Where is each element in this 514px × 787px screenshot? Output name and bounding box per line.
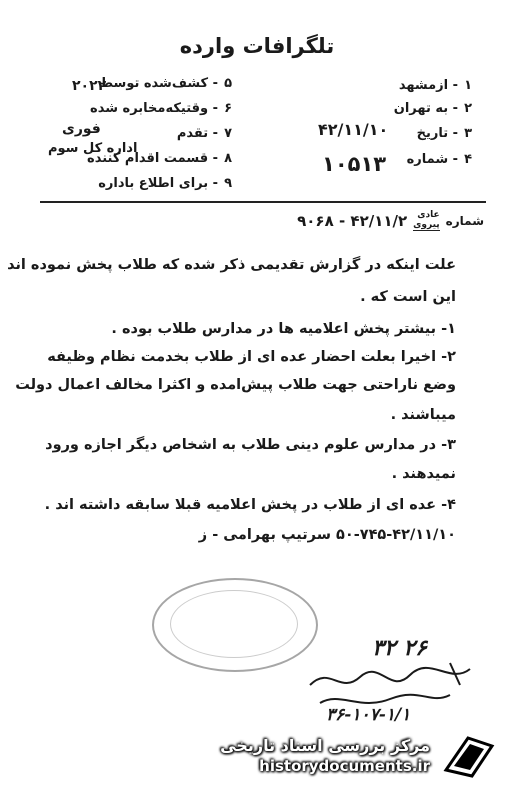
field-label: شماره xyxy=(406,152,449,167)
body-line: ۱- بیشتر پخش اعلامیه ها در مدارس طلاب بوده . xyxy=(111,321,456,337)
field-label: به تهران xyxy=(393,101,449,116)
field-number: ۴ xyxy=(464,152,472,167)
field-label: قسمت اقدام کننده xyxy=(87,151,209,166)
watermark-org-name: مرکز بررسی اسناد تاریخی xyxy=(220,736,430,755)
field-transmitted: ۶- وقتیکه‌مخابره شده xyxy=(90,101,232,116)
field-to: ۲- به تهران xyxy=(393,101,472,116)
field-label: تقدم xyxy=(176,126,209,141)
field-number-row: ۴- شماره xyxy=(406,152,472,167)
priority-value: فوری xyxy=(62,121,101,137)
watermark-logo xyxy=(440,730,498,780)
field-number: ۸ xyxy=(224,151,232,166)
header-divider xyxy=(40,201,486,203)
field-date: ۳- تاریخ xyxy=(416,126,472,141)
decoded-by-value: ۲۰۲۲ xyxy=(72,78,107,94)
field-number: ۵ xyxy=(224,76,232,91)
body-line: علت اینکه در گزارش تقدیمی ذکر شده که طلاب پخش نموده اند xyxy=(7,257,456,273)
body-line: ۵۰-۷۴۵-۴۲/۱۱/۱۰ سرتیپ بهرامی - ز xyxy=(198,527,456,543)
field-number: ۶ xyxy=(224,101,232,116)
field-inform: ۹- برای اطلاع باداره xyxy=(98,176,232,191)
field-number: ۳ xyxy=(464,126,472,141)
field-priority: ۷- تقدم xyxy=(176,126,232,141)
body-line: این است که . xyxy=(360,289,456,305)
field-decoded-by: ۵- کشف‌شده توسط xyxy=(99,76,232,91)
field-label: کشف‌شده توسط xyxy=(99,76,209,91)
body-line: میباشند . xyxy=(390,407,456,423)
reference-type-top: عادی xyxy=(417,210,440,220)
field-label: تاریخ xyxy=(416,126,449,141)
reference-value: ۴۲/۱۱/۲ - ۹۰۶۸ xyxy=(297,211,408,230)
official-stamp-inner xyxy=(170,590,298,658)
body-line: ۳- در مدارس علوم دینی طلاب به اشخاص دیگر اجازه ورود xyxy=(45,437,456,453)
handwritten-archive-number: ۳۶-۱۰۷-۱/۱ xyxy=(326,705,411,725)
field-action-dept: ۸- قسمت اقدام کننده xyxy=(87,151,232,166)
reference-line xyxy=(297,210,484,231)
document-title: تلگرافات وارده xyxy=(179,34,335,58)
field-from: ۱- ازمشهد xyxy=(398,78,472,93)
field-number: ۲ xyxy=(464,101,472,116)
reference-type-bottom: پیروی xyxy=(413,220,440,230)
body-line: ۴- عده ای از طلاب در پخش اعلامیه قبلا سابقه داشته اند . xyxy=(44,497,456,513)
telegram-number: ۱۰۵۱۳ xyxy=(322,152,387,176)
body-line: نمیدهند . xyxy=(391,466,456,482)
field-number: ۹ xyxy=(224,176,232,191)
watermark-url: historydocuments.ir xyxy=(259,757,430,775)
body-line: وضع ناراحتی جهت طلاب پیش‌امده و اکثرا مخالف اعمال دولت xyxy=(15,377,456,393)
handwritten-note: ۳۲ ۲۶ xyxy=(372,635,427,661)
action-dept-value: اداره کل سوم xyxy=(48,141,138,156)
reference-label: شماره xyxy=(445,213,484,228)
date-value: ۴۲/۱۱/۱۰ xyxy=(318,120,389,139)
body-line: ۲- اخیرا بعلت احضار عده ای از طلاب بخدمت نظام وظیفه xyxy=(47,349,456,365)
reference-type xyxy=(413,210,440,231)
field-number: ۱ xyxy=(464,78,472,93)
field-label: ازمشهد xyxy=(398,78,449,93)
field-label: وقتیکه‌مخابره شده xyxy=(90,101,209,116)
field-label: برای اطلاع باداره xyxy=(98,176,209,191)
field-number: ۷ xyxy=(224,126,232,141)
